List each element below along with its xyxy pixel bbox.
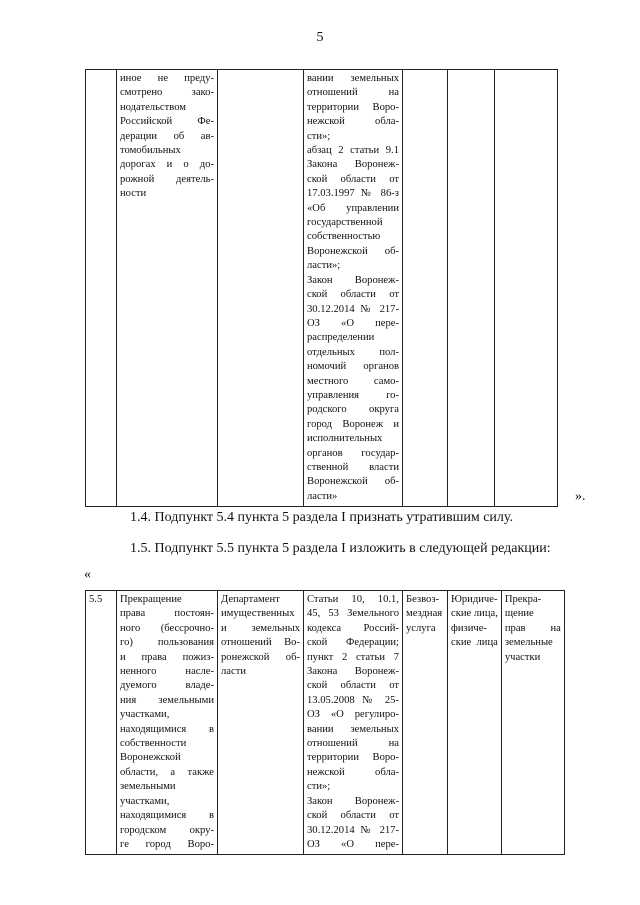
text-line: земельными	[120, 781, 176, 793]
text-line: участками,	[120, 709, 170, 721]
cell-applicant	[448, 591, 502, 855]
text-line: ские лица	[451, 637, 498, 649]
text-line: вании земельных	[307, 723, 399, 735]
text-line: права постоян-	[120, 608, 214, 620]
text-line: отношений на	[307, 87, 399, 99]
text-line: вании земельных	[307, 73, 399, 84]
cell-result	[495, 70, 558, 507]
text-line: ласти»;	[307, 260, 341, 272]
text-line: ские лица,	[451, 608, 498, 620]
text-line: ненного насле-	[120, 666, 214, 678]
new-edition-table	[85, 590, 565, 855]
text-line: щение	[504, 608, 534, 620]
paragraph-1-4: 1.4. Подпункт 5.4 пункта 5 раздела I признать утратившим силу.	[130, 510, 513, 525]
service-name-text	[120, 72, 214, 202]
text-line: управления го-	[307, 389, 399, 401]
text-line: и права пожиз-	[120, 651, 214, 663]
text-line: Прекра-	[504, 594, 542, 605]
text-line: 30.12.2014 № 217-	[307, 824, 399, 836]
text-line: местного само-	[307, 375, 399, 387]
text-line: собственностью	[307, 231, 381, 243]
text-line: государственной	[307, 217, 383, 229]
text-line: городском окру-	[120, 824, 214, 836]
text-line: Статьи 10, 10.1,	[307, 594, 399, 605]
cell-applicant	[448, 70, 495, 507]
cell-service-name	[117, 70, 218, 507]
continuation-table	[85, 69, 558, 507]
text-line: Воронежской об-	[307, 476, 399, 488]
cell-number	[86, 591, 117, 855]
text-line: имущественных	[221, 608, 295, 620]
text-line: прав на	[504, 622, 561, 634]
text-line: пункт 2 статьи 7	[307, 651, 399, 663]
cell-fee	[403, 591, 448, 855]
text-line: 17.03.1997 № 86-з	[307, 188, 399, 200]
cell-department	[218, 591, 304, 855]
text-line: номочий органов	[307, 361, 399, 373]
table-row	[86, 591, 565, 855]
page-number: 5	[316, 30, 324, 45]
text-line: Прекращение	[120, 594, 182, 605]
text-line: ния земельными	[120, 694, 214, 706]
result-text	[505, 593, 561, 665]
text-line: нежской обла-	[307, 766, 399, 778]
department-text	[221, 593, 300, 679]
table-row	[86, 70, 558, 507]
closing-quote: ».	[575, 489, 586, 504]
text-line: ронежской об-	[221, 651, 300, 663]
text-line: Воронежской	[120, 752, 181, 764]
text-line: Воронежской об-	[307, 245, 399, 257]
text-line: отношений Во-	[221, 637, 300, 649]
row-number: 5.5	[89, 594, 103, 605]
text-line: земельные	[504, 637, 553, 649]
text-line: мездная	[406, 608, 443, 620]
text-line: го) пользования	[120, 637, 214, 649]
text-line: дорогах и о до-	[120, 159, 214, 171]
text-line: ОЗ «О пере-	[307, 838, 399, 850]
text-line: рожной деятель-	[120, 173, 214, 185]
text-line: сти»;	[307, 130, 331, 142]
text-line: Закон Воронеж-	[307, 795, 399, 807]
text-line: нодательством	[120, 101, 186, 113]
applicant-text	[451, 593, 498, 651]
text-line: ской области от	[307, 173, 399, 185]
cell-result	[501, 591, 564, 855]
text-line: ного (бессрочно-	[120, 622, 214, 634]
text-line: дерации об ав-	[120, 130, 214, 142]
paragraph-1-5: 1.5. Подпункт 5.5 пункта 5 раздела I изложить в следующей редакции:	[130, 541, 551, 556]
text-line: отдельных пол-	[307, 346, 399, 358]
text-line: распределении	[307, 332, 375, 344]
fee-text	[406, 593, 444, 636]
text-line: родского округа	[307, 404, 399, 416]
text-line: территории Воро-	[307, 101, 399, 113]
legal-basis-text	[307, 593, 399, 852]
text-line: органов государ-	[307, 447, 399, 459]
text-line: ласти»	[307, 490, 338, 502]
text-line: находящимися в	[120, 723, 214, 735]
cell-service-name	[117, 591, 218, 855]
text-line: нежской обла-	[307, 116, 399, 128]
text-line: находящимися в	[120, 810, 214, 822]
legal-basis-text	[307, 72, 399, 504]
text-line: город Воронеж и	[307, 418, 399, 430]
text-line: иное не преду-	[120, 73, 214, 84]
text-line: Юридиче-	[451, 594, 498, 605]
text-line: кодекса Россий-	[307, 622, 399, 634]
text-line: Закона Воронеж-	[307, 666, 399, 678]
text-line: Закона Воронеж-	[307, 159, 399, 171]
text-line: 13.05.2008 № 25-	[307, 694, 399, 706]
text-line: ности	[120, 188, 147, 200]
text-line: ОЗ «О регулиро-	[307, 709, 399, 721]
text-line: территории Воро-	[307, 752, 399, 764]
text-line: абзац 2 статьи 9.1	[307, 145, 399, 157]
cell-department	[218, 70, 304, 507]
text-line: участки	[504, 651, 541, 663]
text-line: и земельных	[221, 622, 300, 634]
text-line: Российской Фе-	[120, 116, 214, 128]
text-line: ской области от	[307, 680, 399, 692]
text-line: дуемого владе-	[120, 680, 214, 692]
text-line: ственной власти	[307, 461, 399, 473]
text-line: услуга	[406, 622, 436, 634]
text-line: ОЗ «О пере-	[307, 317, 399, 329]
text-line: отношений на	[307, 738, 399, 750]
text-line: участками,	[120, 795, 170, 807]
text-line: ласти	[221, 666, 246, 678]
text-line: области, а также	[120, 766, 214, 778]
text-line: Департамент	[221, 594, 280, 605]
text-line: 30.12.2014 № 217-	[307, 303, 399, 315]
service-name-text	[120, 593, 214, 852]
text-line: сти»;	[307, 781, 331, 793]
text-line: 45, 53 Земельного	[307, 608, 399, 620]
cell-legal-basis	[304, 70, 403, 507]
text-line: физиче-	[451, 622, 487, 634]
text-line: Безвоз-	[406, 594, 440, 605]
text-line: ской области от	[307, 289, 399, 301]
text-line: «Об управлении	[307, 202, 399, 214]
text-line: ской Федерации;	[307, 637, 399, 649]
text-line: Закон Воронеж-	[307, 274, 399, 286]
cell-fee	[403, 70, 448, 507]
text-line: ской области от	[307, 810, 399, 822]
cell-legal-basis	[304, 591, 403, 855]
text-line: томобильных	[120, 145, 181, 157]
text-line: ге город Воро-	[120, 838, 214, 850]
text-line: смотрено зако-	[120, 87, 214, 99]
cell-number	[86, 70, 117, 507]
text-line: собственности	[120, 738, 187, 750]
text-line: исполнительных	[307, 433, 383, 445]
opening-quote: «	[84, 567, 91, 582]
